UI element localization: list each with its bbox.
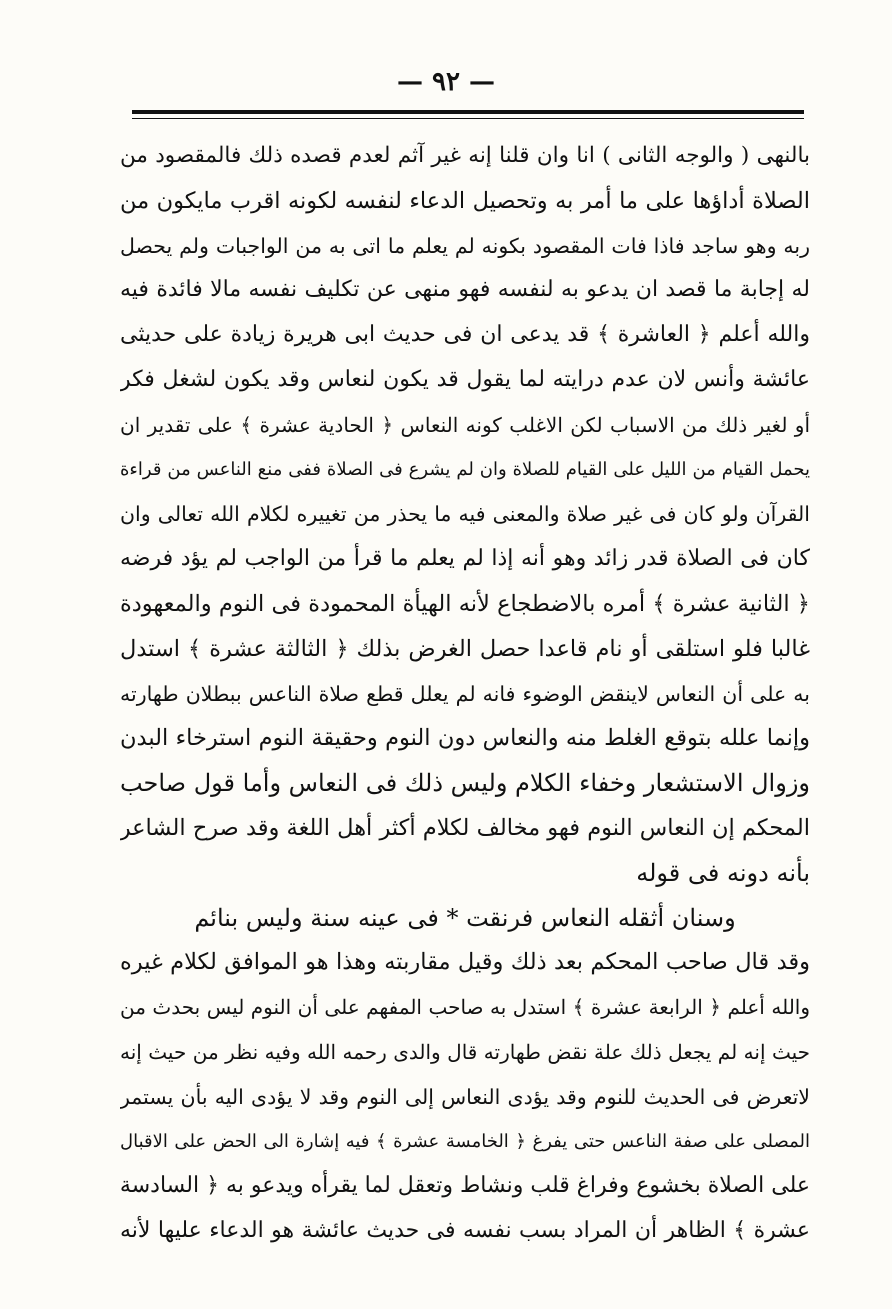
text-line: كان فى الصلاة قدر زائد وهو أنه إذا لم يعلم ما قرأ من الواجب لم يؤد فرضه — [120, 546, 810, 572]
text-line: عشرة ﴾ الظاهر أن المراد بسب نفسه فى حديث عائشة هو الدعاء عليها لأنه — [120, 1218, 810, 1244]
header-rule-thin — [132, 118, 804, 119]
text-line: القرآن ولو كان فى غير صلاة والمعنى فيه ما يحذر من تغييره لكلام الله تعالى وان — [120, 502, 810, 527]
header-rule-thick — [132, 110, 804, 114]
text-line: يحمل القيام من الليل على القيام للصلاة وان لم يشرع فى الصلاة ففى منع الناعس من قراءة — [120, 458, 810, 480]
text-line: الصلاة أداؤها على ما أمر به وتحصيل الدعاء لنفسه لكونه اقرب مايكون من — [120, 187, 810, 214]
page-number: — ٩٢ — — [396, 67, 496, 97]
text-line: وإنما علله بتوقع الغلط منه والنعاس دون النوم وحقيقة النوم استرخاء البدن — [120, 725, 810, 752]
text-line: بالنهى ( والوجه الثانى ) انا وان قلنا إنه غير آثم لعدم قصده ذلك فالمقصود من — [120, 143, 810, 168]
text-line: لاتعرض فى الحديث للنوم وقد يؤدى النعاس إلى النوم وقد لا يؤدى اليه بأن يستمر — [120, 1084, 810, 1109]
text-line: عائشة وأنس لان عدم درايته لما يقول قد يكون لنعاس وقد يكون لشغل فكر — [120, 366, 810, 392]
text-body — [120, 134, 810, 1254]
text-line: المحكم إن النعاس النوم فهو مخالف لكلام أكثر أهل اللغة وقد صرح الشاعر — [120, 814, 810, 841]
text-line: وقد قال صاحب المحكم بعد ذلك وقيل مقاربته وهذا هو الموافق لكلام غيره — [120, 949, 810, 976]
text-line: وزوال الاستشعار وخفاء الكلام وليس ذلك فى النعاس وأما قول صاحب — [120, 769, 810, 798]
text-line: بأنه دونه فى قوله — [636, 858, 810, 887]
text-line: غالبا فلو استلقى أو نام قاعدا حصل الغرض بذلك ﴿ الثالثة عشرة ﴾ استدل — [120, 635, 810, 662]
text-line: أو لغير ذلك من الاسباب لكن الاغلب كونه النعاس ﴿ الحادية عشرة ﴾ على تقدير ان — [120, 412, 810, 437]
text-line: المصلى على صفة الناعس حتى يفرغ ﴿ الخامسة عشرة ﴾ فيه إشارة الى الحض على الاقبال — [120, 1130, 810, 1152]
poetry-verse: وسنان أثقله النعاس فرنقت * فى عينه سنة وليس بنائم — [194, 903, 736, 932]
text-line: والله أعلم ﴿ العاشرة ﴾ قد يدعى ان فى حديث ابى هريرة زيادة على حديثى — [120, 322, 810, 348]
text-line: ﴿ الثانية عشرة ﴾ أمره بالاضطجاع لأنه الهيأة المحمودة فى النوم والمعهودة — [120, 590, 810, 617]
text-line: له إجابة ما قصد ان يدعو به لنفسه فهو منهى عن تكليف نفسه مالا فائدة فيه — [120, 277, 810, 303]
text-line: ربه وهو ساجد فاذا فات المقصود بكونه لم يعلم ما اتى به من الواجبات ولم يحصل — [120, 233, 810, 258]
text-line: به على أن النعاس لاينقض الوضوء فانه لم يعلل قطع صلاة الناعس ببطلان طهارته — [120, 681, 810, 706]
text-line: حيث إنه لم يجعل ذلك علة نقض طهارته قال والدى رحمه الله وفيه نظر من حيث إنه — [120, 1039, 810, 1064]
text-line: على الصلاة بخشوع وفراغ قلب ونشاط وتعقل لما يقرأه ويدعو به ﴿ السادسة — [120, 1173, 810, 1199]
text-line: والله أعلم ﴿ الرابعة عشرة ﴾ استدل به صاحب المفهم على أن النوم ليس بحدث من — [120, 995, 810, 1020]
